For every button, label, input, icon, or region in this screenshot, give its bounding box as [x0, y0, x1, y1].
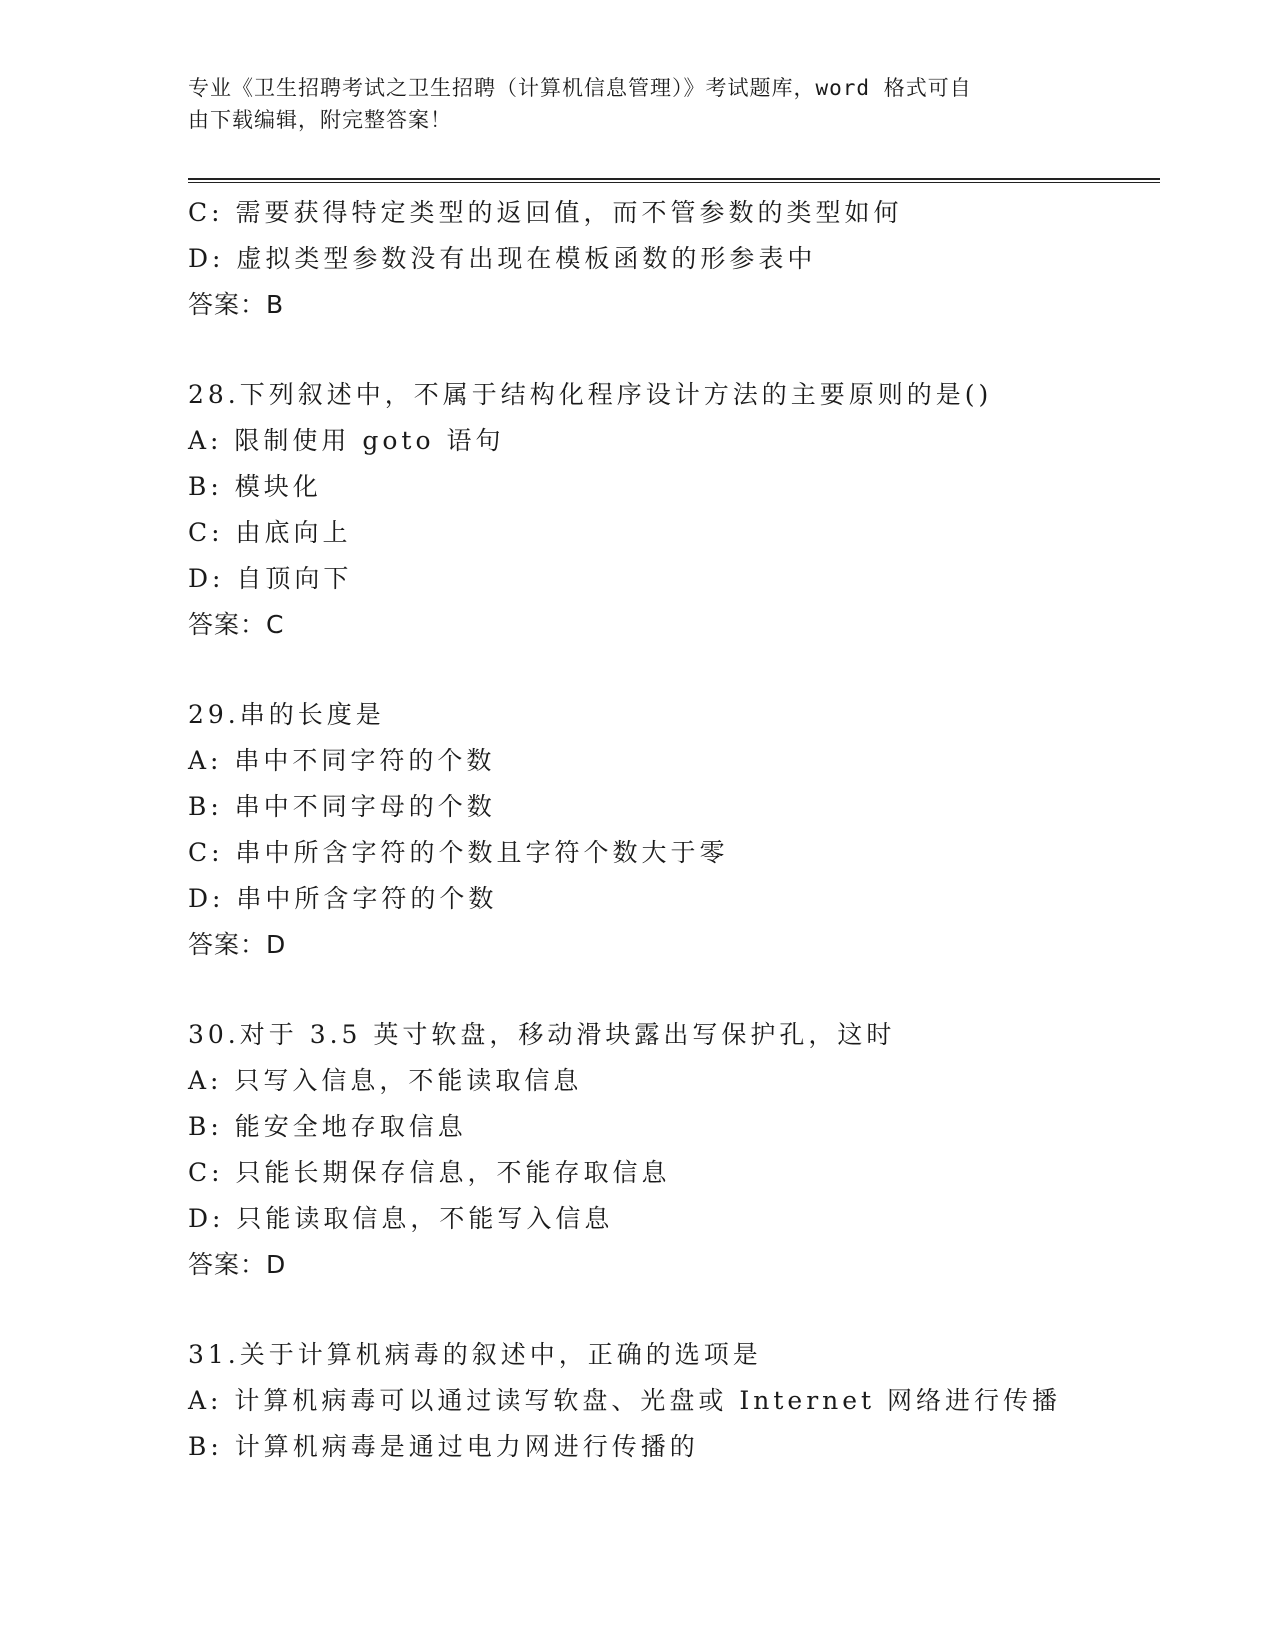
answer-line: 答案：C	[188, 610, 285, 639]
question-list	[188, 190, 1160, 1470]
option-b: B: 计算机病毒是通过电力网进行传播的	[188, 1432, 699, 1461]
spacer	[188, 1288, 1160, 1332]
answer-line: 答案：D	[188, 1250, 287, 1279]
option-b: B: 能安全地存取信息	[188, 1112, 467, 1141]
header-line-1: 专业《卫生招聘考试之卫生招聘（计算机信息管理）》考试题库，word 格式可自	[188, 76, 972, 100]
option-c: C: 由底向上	[188, 518, 352, 547]
question-29	[188, 692, 1160, 968]
option-a: A: 限制使用 goto 语句	[188, 426, 505, 455]
spacer	[188, 328, 1160, 372]
option-d: D: 虚拟类型参数没有出现在模板函数的形参表中	[188, 244, 817, 273]
answer-line: 答案：D	[188, 930, 287, 959]
question-31	[188, 1332, 1160, 1470]
question-stem: 30.对于 3.5 英寸软盘，移动滑块露出写保护孔，这时	[188, 1020, 896, 1049]
document-header	[188, 72, 1088, 136]
answer-line: 答案：B	[188, 290, 285, 319]
question-30	[188, 1012, 1160, 1288]
option-b: B: 串中不同字母的个数	[188, 792, 496, 821]
option-d: D: 只能读取信息，不能写入信息	[188, 1204, 614, 1233]
header-divider	[188, 178, 1160, 183]
option-c: C: 串中所含字符的个数且字符个数大于零	[188, 838, 729, 867]
question-stem: 28.下列叙述中，不属于结构化程序设计方法的主要原则的是()	[188, 380, 993, 409]
header-line-2: 由下载编辑，附完整答案！	[188, 108, 452, 132]
option-d: D: 串中所含字符的个数	[188, 884, 498, 913]
question-stem: 29.串的长度是	[188, 700, 385, 729]
option-c: C: 需要获得特定类型的返回值，而不管参数的类型如何	[188, 198, 903, 227]
question-27-continued	[188, 190, 1160, 328]
option-b: B: 模块化	[188, 472, 322, 501]
spacer	[188, 968, 1160, 1012]
question-stem: 31.关于计算机病毒的叙述中，正确的选项是	[188, 1340, 762, 1369]
option-c: C: 只能长期保存信息，不能存取信息	[188, 1158, 671, 1187]
option-a: A: 只写入信息，不能读取信息	[188, 1066, 583, 1095]
option-a: A: 计算机病毒可以通过读写软盘、光盘或 Internet 网络进行传播	[188, 1386, 1062, 1415]
option-d: D: 自顶向下	[188, 564, 353, 593]
question-28	[188, 372, 1160, 648]
option-a: A: 串中不同字符的个数	[188, 746, 496, 775]
spacer	[188, 648, 1160, 692]
